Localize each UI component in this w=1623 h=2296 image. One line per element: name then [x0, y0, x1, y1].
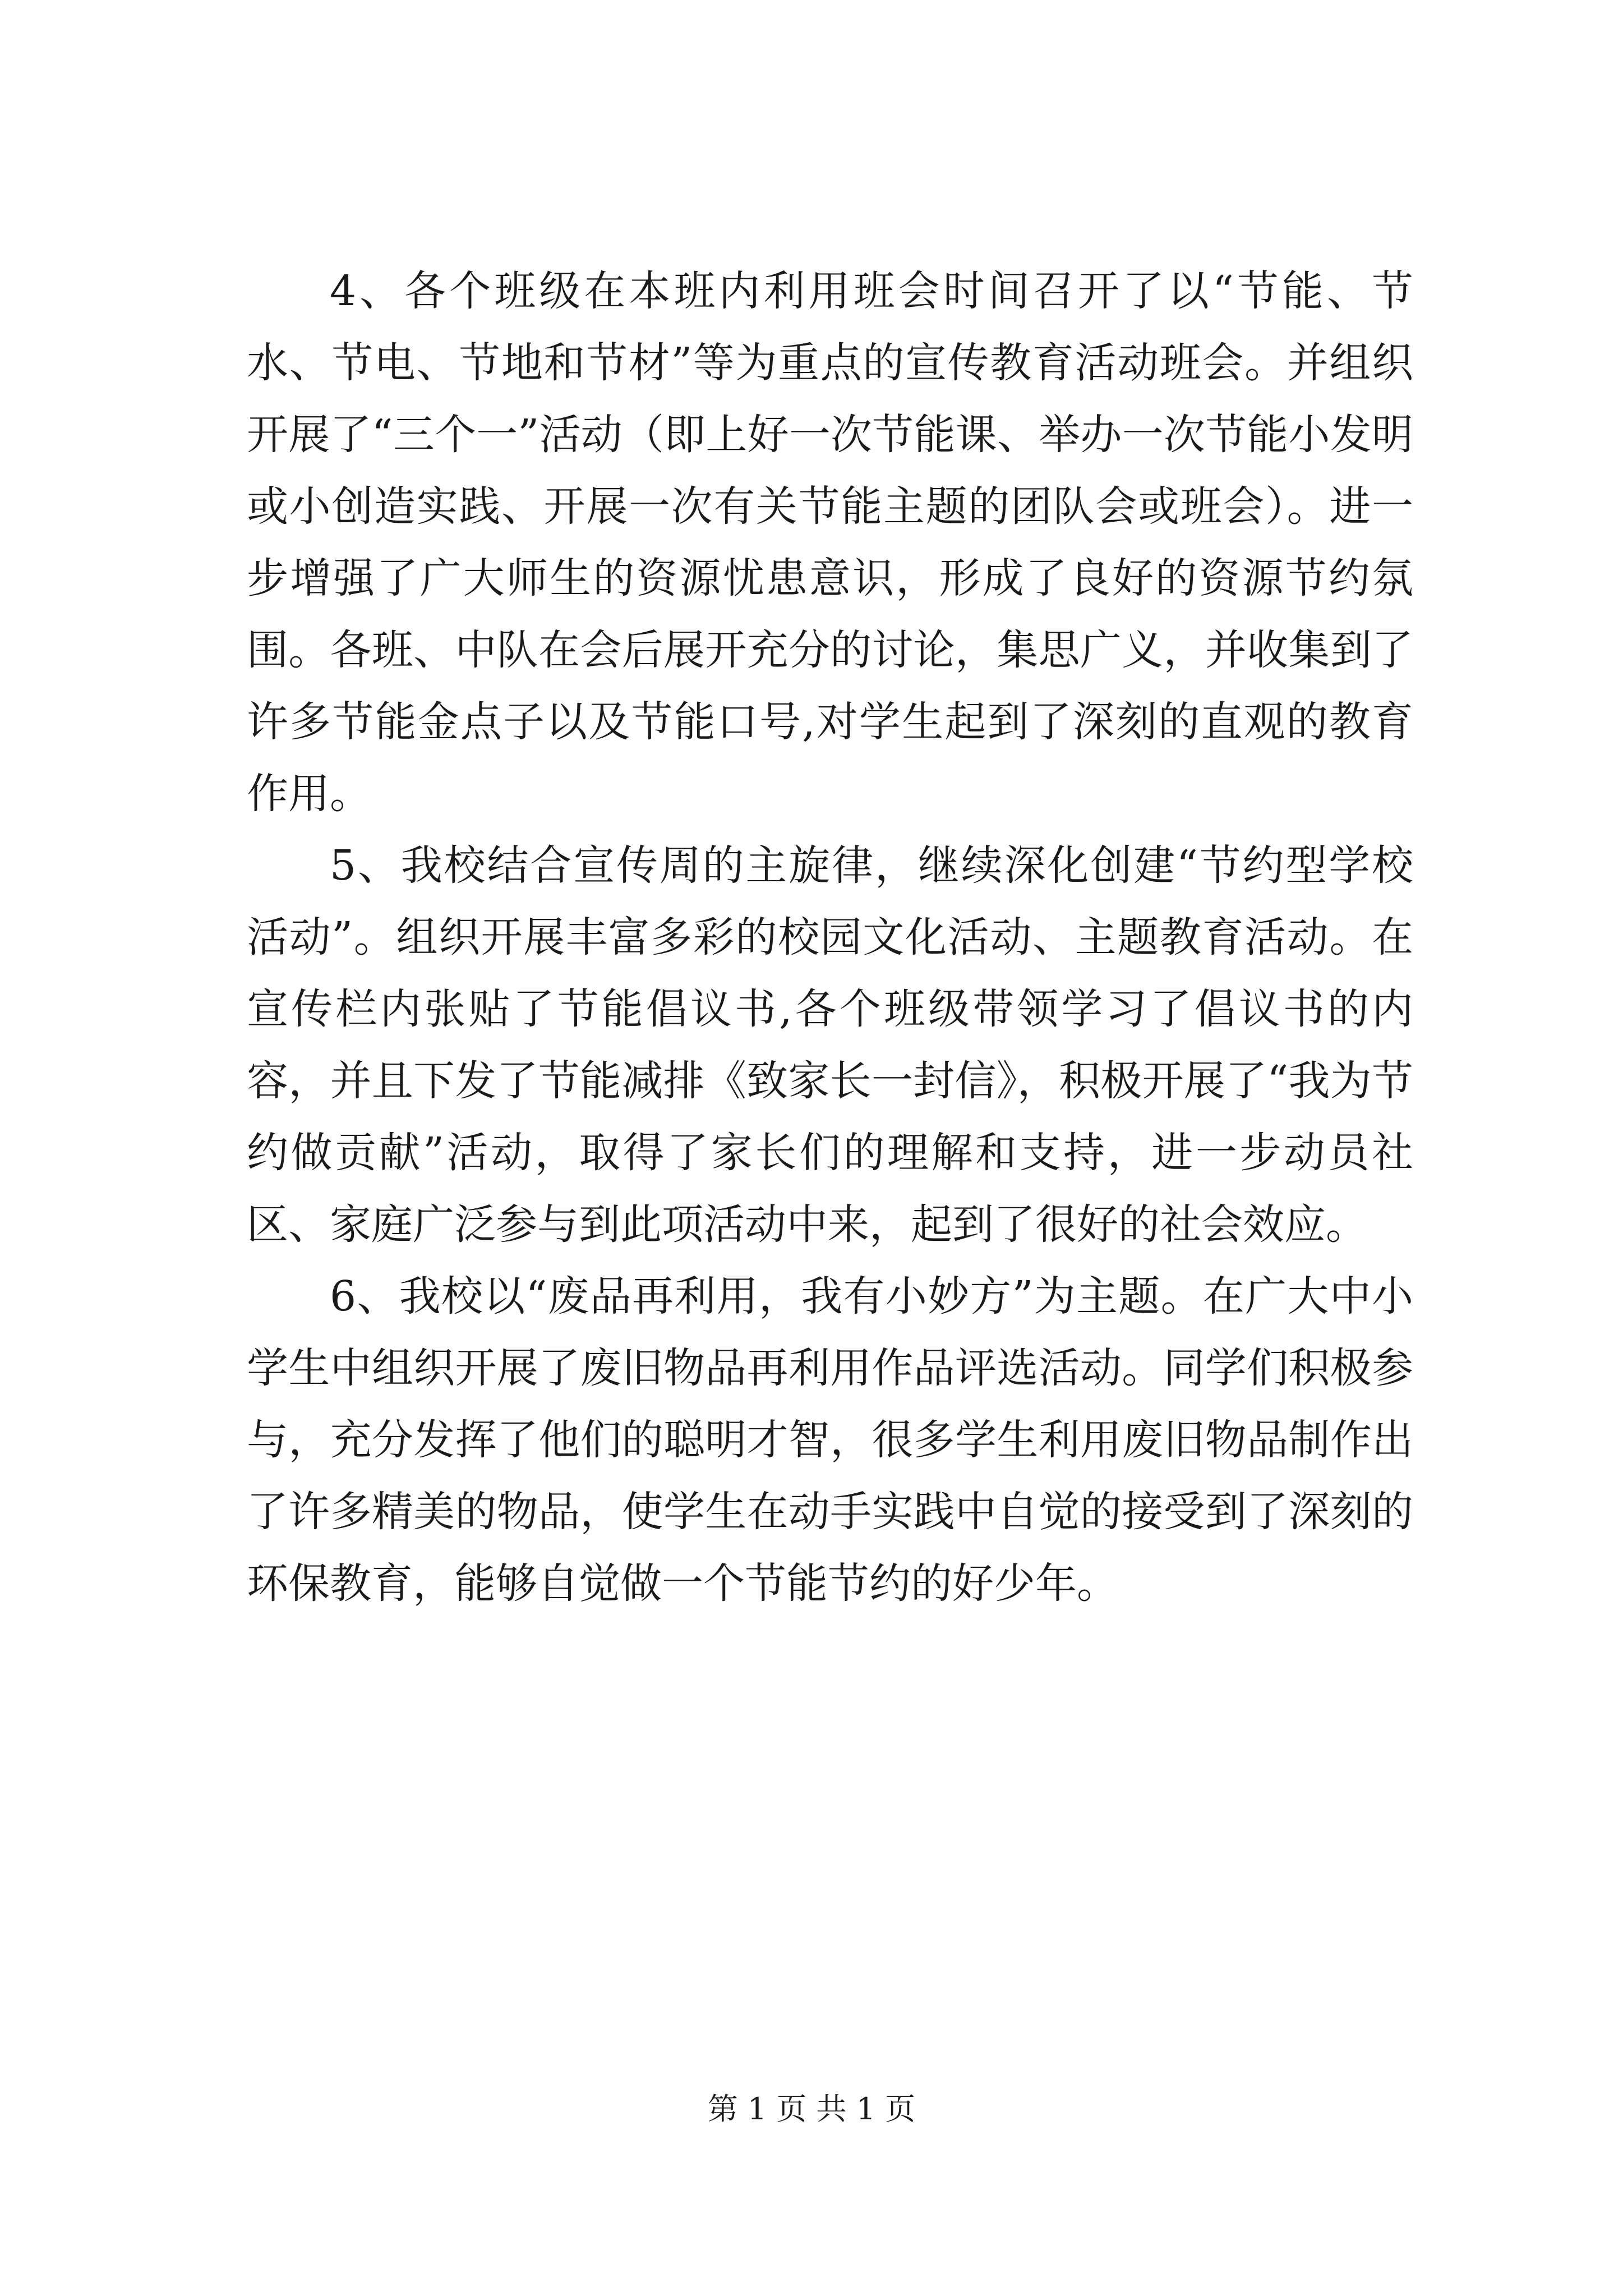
page-footer: 第 1 页 共 1 页	[707, 2091, 916, 2127]
paragraph-5: 5、我校结合宣传周的主旋律，继续深化创建“节约型学校活动”。组织开展丰富多彩的校园文化活动、主题教育活动。在宣传栏内张贴了节能倡议书,各个班级带领学习了倡议书的内容，并且下发了节能减排《致家长一封信》，积极开展了“我为节约做贡献”活动，取得了家长们的理解和支持，进一步动员社区、家庭广泛参与到此项活动中来，起到了很好的社会效应。	[247, 841, 1413, 1249]
document-body	[247, 255, 1413, 1619]
paragraph-4: 4、各个班级在本班内利用班会时间召开了以“节能、节水、节电、节地和节材”等为重点的宣传教育活动班会。并组织开展了“三个一”活动（即上好一次节能课、举办一次节能小发明或小创造实践、开展一次有关节能主题的团队会或班会）。进一步增强了广大师生的资源忧患意识，形成了良好的资源节约氛围。各班、中队在会后展开充分的讨论，集思广义，并收集到了许多节能金点子以及节能口号,对学生起到了深刻的直观的教育作用。	[247, 267, 1413, 818]
paragraph-6: 6、我校以“废品再利用，我有小妙方”为主题。在广大中小学生中组织开展了废旧物品再利用作品评选活动。同学们积极参与，充分发挥了他们的聪明才智，很多学生利用废旧物品制作出了许多精美的物品，使学生在动手实践中自觉的接受到了深刻的环保教育，能够自觉做一个节能节约的好少年。	[247, 1272, 1413, 1608]
